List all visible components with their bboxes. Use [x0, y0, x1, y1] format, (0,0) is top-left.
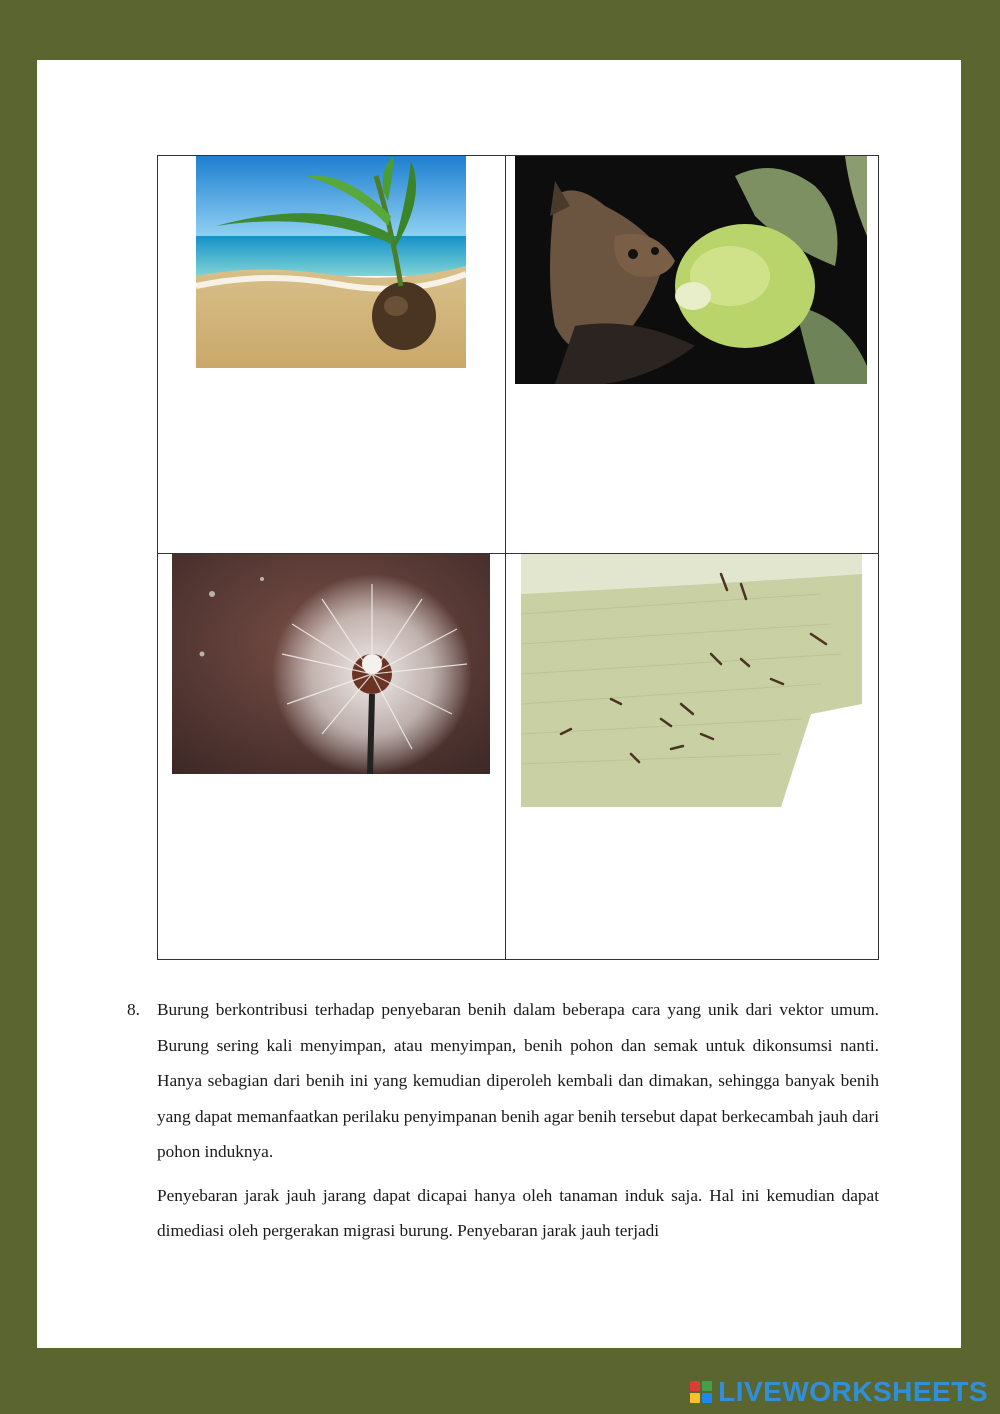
table-divider-vertical	[505, 155, 506, 960]
coconut-seedling-photo-icon	[196, 156, 466, 368]
question-number: 8.	[127, 1000, 140, 1019]
liveworksheets-logo-icon	[690, 1381, 712, 1403]
question-text	[127, 992, 879, 1249]
bat-eating-fruit-image	[515, 156, 867, 384]
bat-eating-guava-photo-icon	[515, 156, 867, 384]
coconut-seedling-image	[196, 156, 466, 368]
question-paragraph-2: Penyebaran jarak jauh jarang dapat dicapai hanya oleh tanaman induk saja. Hal ini kemudian dapat dimediasi oleh pergerakan migrasi burung. Penyebaran jarak jauh terjadi	[157, 1185, 879, 1240]
dandelion-seed-head-photo-icon	[172, 554, 490, 774]
question-item	[127, 992, 879, 1170]
seeds-on-sock-image	[521, 554, 862, 807]
seeds-on-sock-photo-icon	[521, 554, 862, 807]
dandelion-image	[172, 554, 490, 774]
question-paragraph-1: Burung berkontribusi terhadap penyebaran benih dalam beberapa cara yang unik dari vektor umum. Burung sering kali menyimpan, atau menyimpan, benih pohon dan semak untuk dikonsumsi nanti. Hanya sebagian dari benih ini yang kemudian diperoleh kembali dan dimakan, sehingga banyak benih yang dapat memanfaatkan perilaku penyimpanan benih agar benih tersebut dapat berkecambah jauh dari pohon induknya.	[157, 1000, 879, 1161]
liveworksheets-brand[interactable]: LIVEWORKSHEETS	[718, 1376, 988, 1407]
liveworksheets-footer	[690, 1376, 988, 1408]
